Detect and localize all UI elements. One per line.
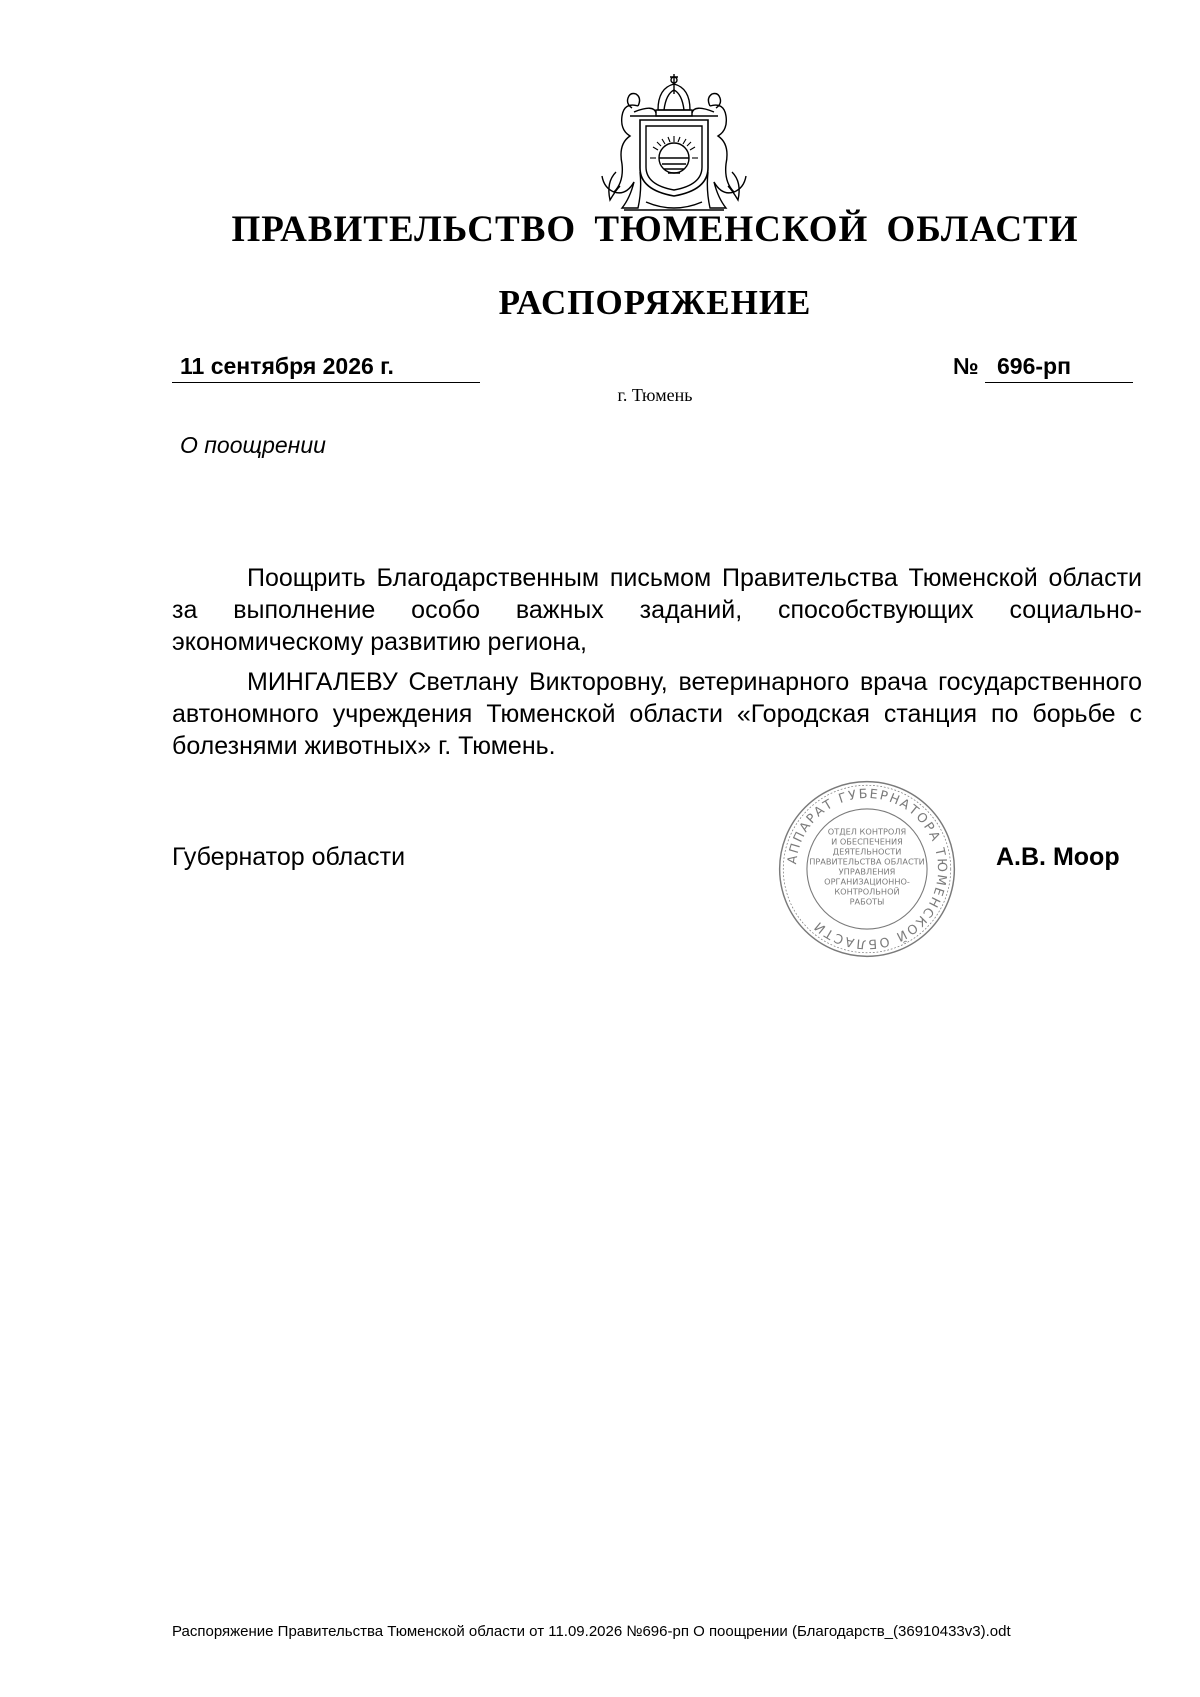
stamp-outer-text: АППАРАТ ГУБЕРНАТОРА ТЮМЕНСКОЙ ОБЛАСТИ [785, 786, 950, 952]
document-type-heading: РАСПОРЯЖЕНИЕ [498, 283, 812, 322]
stamp-line: ОРГАНИЗАЦИОННО- [824, 876, 910, 887]
coat-of-arms-icon [594, 72, 754, 222]
official-stamp [776, 778, 958, 960]
body-paragraph-2: МИНГАЛЕВУ Светлану Викторовну, ветеринарного врача государственного автономного учреждения Тюменской области «Городская станция по борьбе с болезнями животных» г. Тюмень. [172, 668, 1142, 760]
stamp-line: УПРАВЛЕНИЯ [838, 866, 896, 877]
stamp-line: РАБОТЫ [849, 896, 885, 907]
stamp-line: ПРАВИТЕЛЬСТВА ОБЛАСТИ [809, 856, 925, 867]
number-sign: № [953, 353, 979, 379]
stamp-line: ОТДЕЛ КОНТРОЛЯ [827, 826, 907, 837]
signatory-title: Губернатор области [172, 843, 406, 871]
document-city: г. Тюмень [617, 385, 693, 405]
signatory-name: А.В. Моор [996, 843, 1120, 871]
document-number: 696-рп [985, 353, 1133, 383]
stamp-line: ДЕЯТЕЛЬНОСТИ [832, 846, 902, 857]
stamp-line: И ОБЕСПЕЧЕНИЯ [831, 836, 903, 847]
government-title: ПРАВИТЕЛЬСТВО ТЮМЕНСКОЙ ОБЛАСТИ [231, 209, 1079, 250]
stamp-line: КОНТРОЛЬНОЙ [834, 886, 900, 897]
document-subject: О поощрении [180, 432, 326, 458]
body-paragraph-1: Поощрить Благодарственным письмом Правительства Тюменской области за выполнение особо важных заданий, способствующих социально-экономическому развитию региона, [172, 564, 1142, 656]
document-footer: Распоряжение Правительства Тюменской области от 11.09.2026 №696-рп О поощрении (Благодарств_(36910433v3).odt [172, 1623, 1011, 1640]
document-date: 11 сентября 2026 г. [172, 353, 480, 383]
